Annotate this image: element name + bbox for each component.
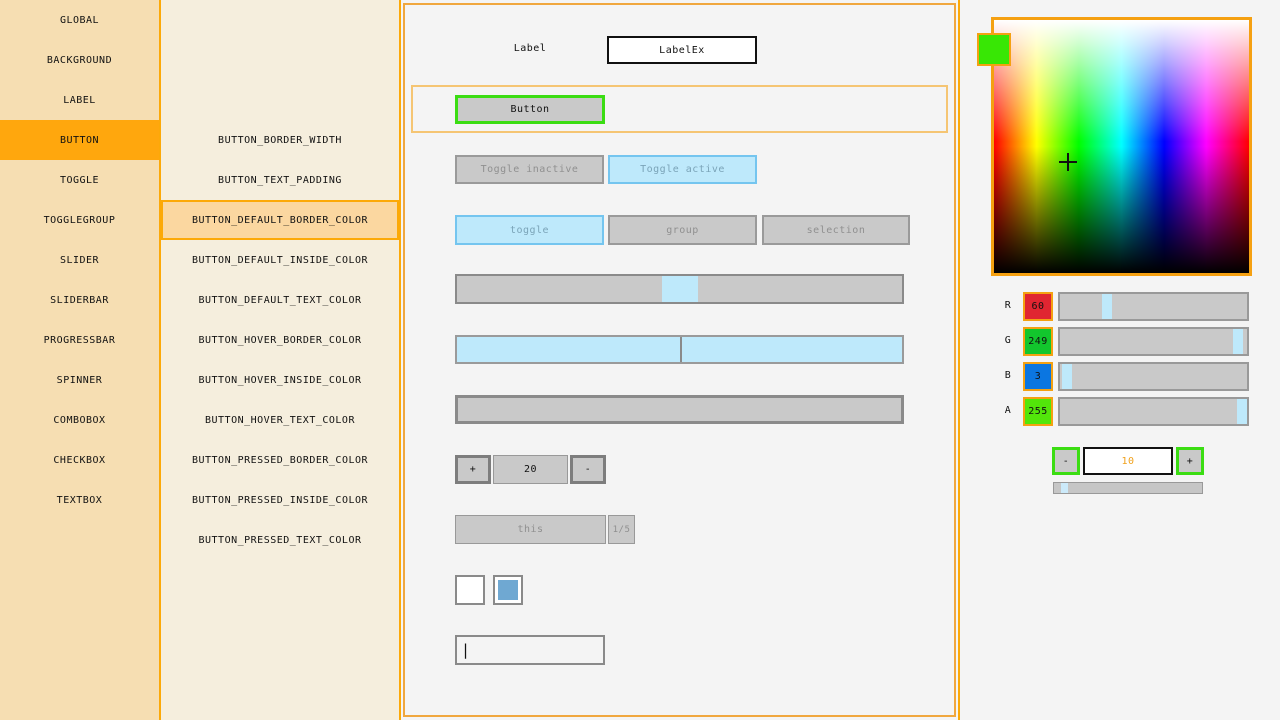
property-item[interactable]: [161, 360, 399, 400]
channel-row: [960, 292, 1280, 321]
property-item-label: BUTTON_TEXT_PADDING: [218, 174, 342, 186]
preview-label-example-text: LabelEx: [659, 44, 705, 56]
color-cursor-crosshair-icon[interactable]: [1067, 153, 1069, 171]
preview-sliderbar-divider: [680, 337, 682, 362]
sidebar-item-label: LABEL: [63, 94, 96, 106]
category-sidebar: [0, 0, 159, 720]
channel-value-text: 3: [1034, 371, 1042, 382]
property-item[interactable]: [161, 400, 399, 440]
preview-toggle-inactive[interactable]: [455, 155, 604, 184]
text-caret: |: [461, 641, 471, 659]
preview-label-example-box[interactable]: [607, 36, 757, 64]
sidebar-item[interactable]: [0, 400, 159, 440]
preview-button[interactable]: [455, 95, 605, 124]
property-item[interactable]: [161, 240, 399, 280]
togglegroup-option-label: group: [666, 224, 699, 236]
preview-button-label: Button: [510, 104, 550, 115]
sidebar-item-label: PROGRESSBAR: [43, 334, 116, 346]
property-item[interactable]: [161, 280, 399, 320]
sidebar-item[interactable]: [0, 280, 159, 320]
preview-spinner-minus-button[interactable]: [570, 455, 606, 484]
preview-togglegroup-option-toggle[interactable]: [455, 215, 604, 245]
sidebar-item-label: TOGGLEGROUP: [43, 214, 116, 226]
channel-slider-thumb[interactable]: [1102, 294, 1112, 319]
channel-label: A: [1004, 405, 1012, 416]
preview-togglegroup-option-selection[interactable]: [762, 215, 910, 245]
property-item-label: BUTTON_DEFAULT_BORDER_COLOR: [191, 214, 369, 226]
property-item-label: BUTTON_BORDER_WIDTH: [218, 134, 342, 146]
property-item[interactable]: [161, 320, 399, 360]
channel-value-text: 249: [1028, 336, 1048, 347]
channel-value-text: 60: [1031, 301, 1045, 312]
sidebar-item[interactable]: [0, 40, 159, 80]
property-item-label: BUTTON_DEFAULT_TEXT_COLOR: [198, 294, 362, 306]
channel-row: [960, 362, 1280, 391]
channel-slider-thumb[interactable]: [1237, 399, 1247, 424]
color-spinner-minus-button[interactable]: [1052, 447, 1080, 475]
minus-icon: -: [1062, 455, 1070, 467]
property-item[interactable]: [161, 200, 399, 240]
sidebar-item-label: GLOBAL: [59, 14, 100, 26]
channel-swatch: [1023, 362, 1053, 391]
sidebar-item[interactable]: [0, 0, 159, 40]
property-item[interactable]: [161, 120, 399, 160]
channel-slider-thumb[interactable]: [1062, 364, 1072, 389]
preview-progressbar: [455, 395, 904, 424]
sidebar-item[interactable]: [0, 200, 159, 240]
sidebar-item-label: SLIDER: [59, 254, 100, 266]
sidebar-item[interactable]: [0, 440, 159, 480]
color-picker-gradient[interactable]: [991, 17, 1252, 276]
sidebar-item[interactable]: [0, 360, 159, 400]
sidebar-item[interactable]: [0, 160, 159, 200]
preview-spinner-plus-button[interactable]: [455, 455, 491, 484]
sidebar-item[interactable]: [0, 320, 159, 360]
channel-slider[interactable]: [1058, 327, 1249, 356]
channel-slider-thumb[interactable]: [1233, 329, 1243, 354]
channel-slider[interactable]: [1058, 362, 1249, 391]
channel-label: G: [1004, 335, 1012, 346]
preview-spinner-value: [493, 455, 568, 484]
sidebar-item-label: CHECKBOX: [53, 454, 106, 466]
toggle-inactive-label: Toggle inactive: [480, 164, 579, 175]
channel-label: R: [1004, 300, 1012, 311]
preview-textbox[interactable]: [455, 635, 605, 665]
sidebar-item-label: COMBOBOX: [53, 414, 106, 426]
plus-icon: +: [469, 464, 477, 475]
plus-icon: +: [1186, 455, 1194, 467]
property-item[interactable]: [161, 520, 399, 560]
combobox-selected-label: this: [517, 524, 544, 535]
sidebar-item[interactable]: [0, 240, 159, 280]
preview-slider-thumb[interactable]: [662, 276, 698, 302]
color-spinner-plus-button[interactable]: [1176, 447, 1204, 475]
channel-value-text: 255: [1028, 406, 1048, 417]
color-spinner-value-text: 10: [1121, 455, 1135, 467]
preview-slider[interactable]: [455, 274, 904, 304]
togglegroup-option-label: selection: [806, 224, 866, 236]
color-step-slider-thumb[interactable]: [1061, 483, 1068, 493]
preview-togglegroup-option-group[interactable]: [608, 215, 757, 245]
sidebar-item[interactable]: [0, 120, 159, 160]
preview-checkbox-checked[interactable]: [493, 575, 523, 605]
property-item-label: BUTTON_HOVER_TEXT_COLOR: [205, 414, 355, 426]
sidebar-item[interactable]: [0, 480, 159, 520]
rgba-channel-rows: [960, 292, 1280, 432]
color-step-slider[interactable]: [1053, 482, 1203, 494]
preview-checkbox-unchecked[interactable]: [455, 575, 485, 605]
property-list: [161, 0, 399, 720]
sidebar-item-label: TOGGLE: [59, 174, 100, 186]
channel-swatch: [1023, 397, 1053, 426]
property-item-label: BUTTON_HOVER_INSIDE_COLOR: [198, 374, 362, 386]
preview-combobox-page-indicator: [608, 515, 635, 544]
preview-toggle-active[interactable]: [608, 155, 757, 184]
channel-row: [960, 397, 1280, 426]
sidebar-item-label: BUTTON: [59, 134, 100, 146]
channel-row: [960, 327, 1280, 356]
property-item-label: BUTTON_DEFAULT_INSIDE_COLOR: [191, 254, 369, 266]
channel-swatch: [1023, 292, 1053, 321]
toggle-active-label: Toggle active: [640, 164, 725, 175]
property-item[interactable]: [161, 440, 399, 480]
sidebar-item-label: SLIDERBAR: [50, 294, 109, 306]
channel-label: B: [1004, 370, 1012, 381]
spinner-value-text: 20: [523, 464, 538, 475]
togglegroup-option-label: toggle: [509, 224, 550, 236]
preview-sliderbar[interactable]: [455, 335, 904, 364]
minus-icon: -: [584, 464, 592, 475]
color-spinner-value-box[interactable]: [1083, 447, 1173, 475]
property-item-label: BUTTON_HOVER_BORDER_COLOR: [198, 334, 362, 346]
property-item[interactable]: [161, 160, 399, 200]
sidebar-item[interactable]: [0, 80, 159, 120]
channel-swatch: [1023, 327, 1053, 356]
picked-color-swatch: [977, 33, 1011, 66]
preview-label-text: Label: [513, 43, 547, 54]
property-item-label: BUTTON_PRESSED_TEXT_COLOR: [198, 534, 362, 546]
sidebar-item-label: TEXTBOX: [56, 494, 103, 506]
preview-combobox[interactable]: [455, 515, 606, 544]
channel-slider[interactable]: [1058, 397, 1249, 426]
column-divider: [399, 0, 401, 720]
sidebar-item-label: SPINNER: [56, 374, 103, 386]
checkbox-mark: [498, 580, 518, 600]
property-item-label: BUTTON_PRESSED_INSIDE_COLOR: [191, 494, 369, 506]
combobox-page-text: 1/5: [612, 524, 631, 535]
property-item-label: BUTTON_PRESSED_BORDER_COLOR: [191, 454, 369, 466]
sidebar-item-label: BACKGROUND: [46, 54, 113, 66]
channel-slider[interactable]: [1058, 292, 1249, 321]
property-item[interactable]: [161, 480, 399, 520]
